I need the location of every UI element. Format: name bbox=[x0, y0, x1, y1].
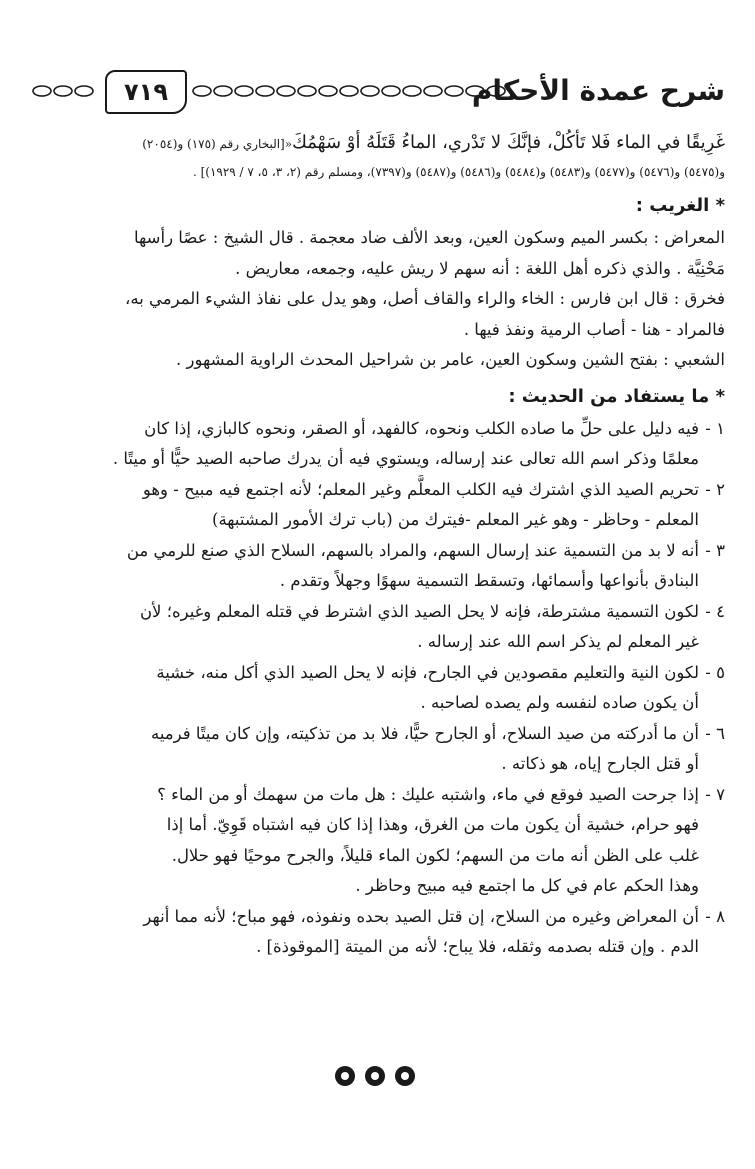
hadith-text: غَرِيقًا في الماء فَلا تَأكُلْ، فإنَّكَ لا تَدْري، الماءُ قَتَلَهُ أوْ سَهْمُكَ bbox=[292, 132, 725, 153]
book-title: شرح عمدة الأحكام bbox=[471, 74, 725, 107]
item-text: البنادق بأنواعها وأسمائها، وتسقط التسمية سهوًا وجهلاً وتقدم . bbox=[279, 571, 699, 590]
item-number: ٤ - bbox=[705, 601, 725, 621]
item-text: أنه لا بد من التسمية عند إرسال السهم، والمراد بالسهم، السلاح الذي صنع للرمي من bbox=[126, 540, 699, 560]
item-text: المعلم - وحاظر - وهو غير المعلم -فيترك من (باب ترك الأمور المشتبهة) bbox=[212, 510, 699, 529]
item-text: فهو حرام، خشية أن يكون مات من الغرق، وهذا إذا كان فيه اشتباه قَوِيّ. أما إذا bbox=[166, 815, 699, 834]
hadith-line bbox=[25, 128, 725, 159]
gharib-line: فالمراد - هنا - أصاب الرمية ونفذ فيها . bbox=[463, 319, 725, 339]
item-text: لكون النية والتعليم مقصودين في الجارح، فإنه لا يحل الصيد الذي أكل منه، خشية bbox=[156, 662, 699, 682]
list-item bbox=[25, 536, 725, 597]
item-text: أن ما أدركته من صيد السلاح، أو الجارح حيًّا، فلا بد من تذكيته، وإن كان ميتًا فرميه bbox=[150, 723, 699, 743]
item-number: ٢ - bbox=[705, 479, 725, 499]
mustafad-heading: * ما يستفاد من الحديث : bbox=[508, 385, 725, 407]
item-number: ٧ - bbox=[705, 784, 725, 804]
item-number: ١ - bbox=[705, 418, 725, 438]
page-number: ٧١٩ bbox=[105, 70, 187, 114]
item-text: تحريم الصيد الذي اشترك فيه الكلب المعلَّم وغير المعلم؛ لأنه اجتمع فيه مبيح - وهو bbox=[142, 479, 699, 499]
gharib-heading: * الغريب : bbox=[635, 195, 725, 216]
main-text bbox=[25, 128, 725, 963]
item-text: أن يكون صاده لنفسه ولم يصده لصاحبه . bbox=[420, 693, 699, 712]
end-ornament-icon bbox=[320, 1062, 430, 1090]
gharib-line: مَحْنِيَّة . والذي ذكره أهل اللغة : أنه سهم لا ريش عليه، وجمعه، معاريض . bbox=[235, 258, 725, 278]
gharib-line: المعراض : بكسر الميم وسكون العين، وبعد الألف ضاد معجمة . قال الشيخ : عصًا رأسها bbox=[134, 228, 725, 247]
item-text: فيه دليل على حلِّ ما صاده الكلب ونحوه، كالفهد، أو الصقر، ونحوه كالبازي، إذا كان bbox=[144, 418, 699, 438]
item-text: إذا جرحت الصيد فوقع في ماء، واشتبه عليك : هل مات من سهمك أو من الماء ؟ bbox=[157, 784, 699, 804]
hadith-reference: «[البخاري رقم (١٧٥) و(٢٠٥٤) bbox=[142, 137, 293, 151]
page-header bbox=[30, 70, 725, 120]
list-item bbox=[25, 719, 725, 780]
item-text: غلب على الظن أنه مات من السهم؛ لكون الماء قليلاً، والجرح موحيًا فهو حلال. bbox=[171, 845, 699, 865]
item-text: أو قتل الجارح إياه، هو ذكاته . bbox=[501, 754, 699, 773]
list-item bbox=[25, 902, 725, 963]
gharib-line: فخرق : قال ابن فارس : الخاء والراء والقاف أصل، وهو يدل على نفاذ الشيء المرمي به، bbox=[125, 289, 725, 308]
item-text: أن المعراض وغيره من السلاح، إن قتل الصيد بحده ونفوذه، فهو مباح؛ لأنه مما أنهر bbox=[143, 906, 699, 926]
header-ornament-band bbox=[190, 84, 520, 98]
item-number: ٨ - bbox=[705, 906, 725, 926]
item-number: ٥ - bbox=[705, 662, 725, 682]
header-ornament-left bbox=[30, 84, 100, 98]
item-number: ٣ - bbox=[705, 540, 725, 560]
item-text: لكون التسمية مشترطة، فإنه لا يحل الصيد الذي اشترط في قتله المعلم وغيره؛ لأن bbox=[139, 601, 699, 621]
item-text: وهذا الحكم عام في كل ما اجتمع فيه مبيح وحاظر . bbox=[355, 876, 699, 895]
item-number: ٦ - bbox=[705, 723, 725, 743]
item-text: الدم . وإن قتله بصدمه وثقله، فلا يباح؛ لأنه من الميتة [الموقوذة] . bbox=[256, 937, 699, 956]
list-item bbox=[25, 780, 725, 902]
list-item bbox=[25, 597, 725, 658]
list-item bbox=[25, 475, 725, 536]
list-item bbox=[25, 658, 725, 719]
item-text: غير المعلم لم يذكر اسم الله عند إرساله . bbox=[417, 632, 699, 651]
item-text: معلمًا وذكر اسم الله تعالى عند إرساله، ويستوي فيه أن يدرك صاحبه الصيد حيًّا أو ميتًا . bbox=[112, 449, 699, 468]
gharib-line: الشعبي : بفتح الشين وسكون العين، عامر بن شراحيل المحدث الراوية المشهور . bbox=[175, 350, 725, 369]
hadith-reference-continued: و(٥٤٧٥) و(٥٤٧٦) و(٥٤٧٧) و(٥٤٨٣) و(٥٤٨٤) و(٥٤٨٦) و(٥٤٨٧) و(٧٣٩٧)، ومسلم رقم (٢، ٣، ٥، ٧ / ١٩٢٩)] . bbox=[192, 165, 725, 179]
list-item bbox=[25, 414, 725, 475]
